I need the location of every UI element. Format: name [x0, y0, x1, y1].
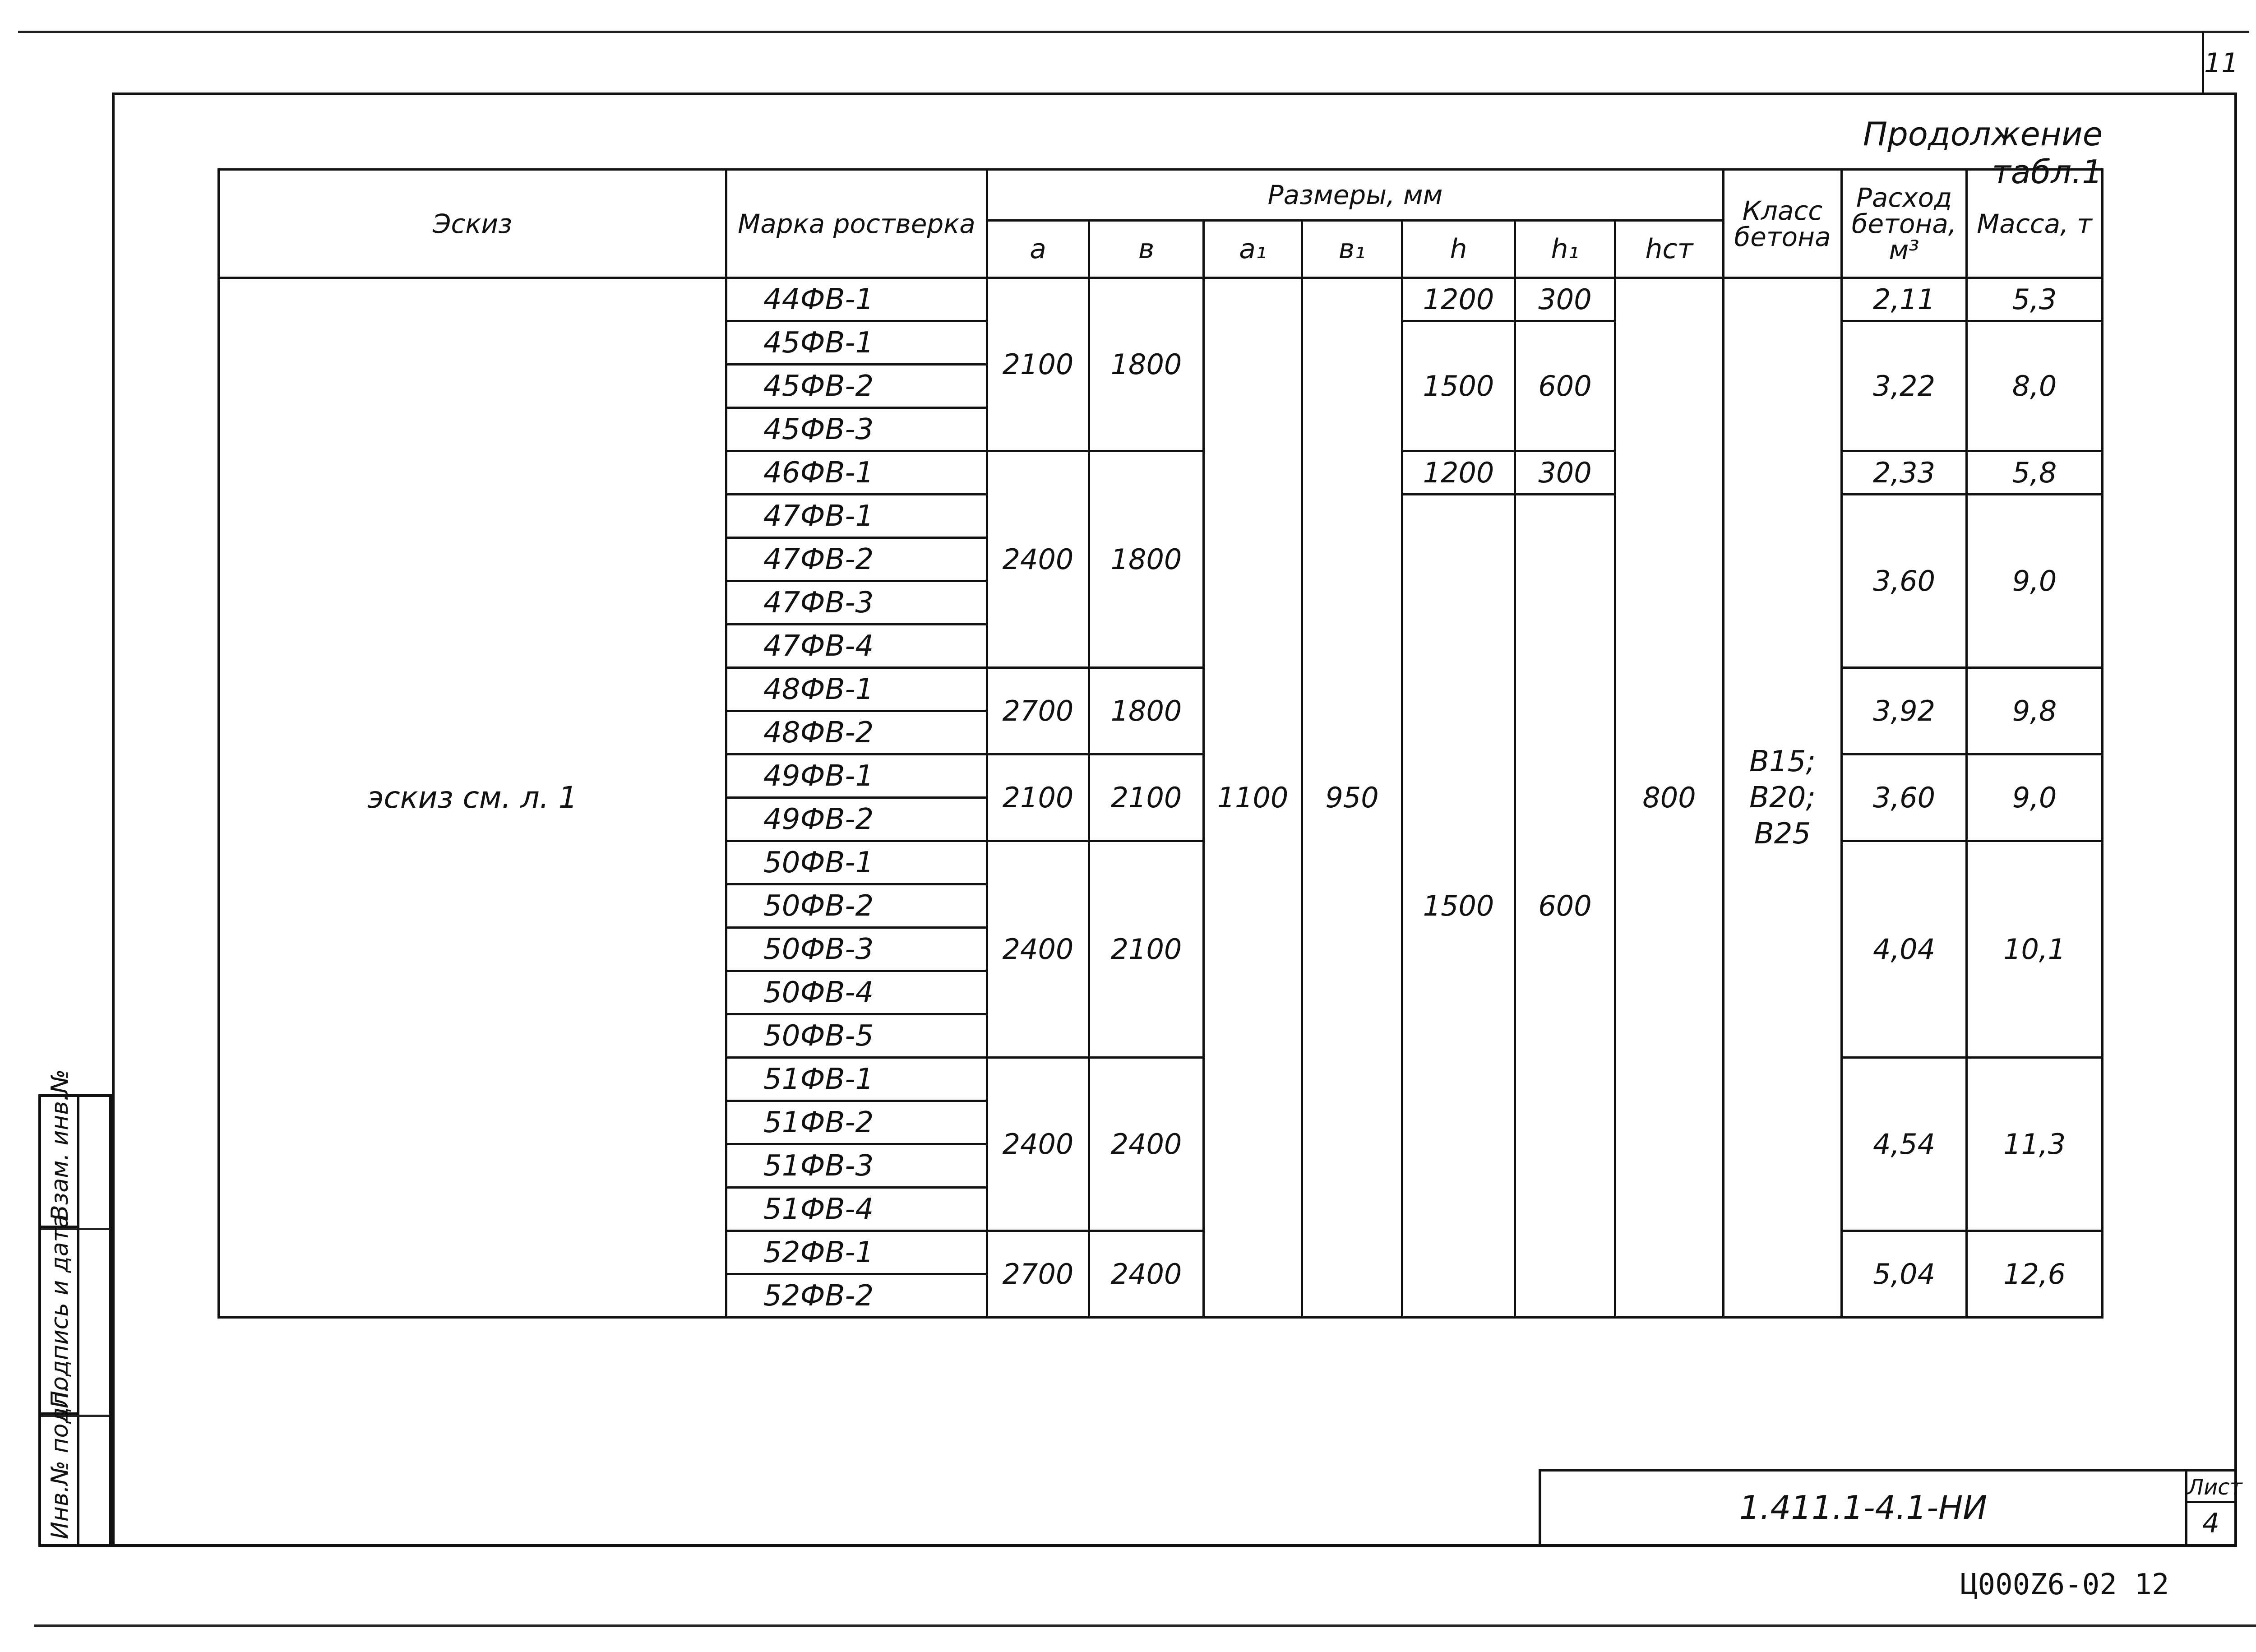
concrete-use-cell: 2,11 — [1842, 278, 1967, 321]
concrete-use-cell: 4,04 — [1842, 841, 1967, 1058]
mass-cell: 5,3 — [1967, 278, 2103, 321]
header-dimensions: Размеры, мм — [987, 170, 1724, 221]
mass-cell: 11,3 — [1967, 1058, 2103, 1231]
a-cell: 2400 — [987, 451, 1089, 668]
b-cell: 2400 — [1089, 1058, 1204, 1231]
b-cell: 2100 — [1089, 841, 1204, 1058]
header-concrete-class: Класс бетона — [1724, 170, 1842, 278]
bottom-rule — [34, 1624, 2256, 1627]
b-cell: 2100 — [1089, 754, 1204, 841]
concrete-use-cell: 3,60 — [1842, 754, 1967, 841]
header-a: а — [987, 221, 1089, 278]
sheet-label: Лист — [2187, 1472, 2234, 1503]
mass-cell: 9,8 — [1967, 668, 2103, 754]
table-caption: Продолжение табл.1 — [1863, 115, 2103, 191]
sheet-number: 4 — [2202, 1508, 2220, 1539]
a-cell: 2100 — [987, 754, 1089, 841]
side-label-sign-date: Подпись и дата — [46, 1214, 74, 1408]
mark-cell: 51ФВ-3 — [726, 1144, 987, 1188]
h1-cell: 300 — [1515, 451, 1615, 495]
mark-cell: 47ФВ-3 — [726, 581, 987, 625]
a-cell: 2700 — [987, 1231, 1089, 1318]
mark-cell: 46ФВ-1 — [726, 451, 987, 495]
sheet-corner-number: 11 — [2202, 32, 2237, 95]
top-rule — [18, 31, 2249, 33]
h-cell: 1500 — [1402, 321, 1515, 451]
mark-cell: 45ФВ-1 — [726, 321, 987, 365]
side-label-inv-orig: Инв.№ подл. — [46, 1384, 74, 1539]
side-label-replace-inv: Взам. инв.№ — [46, 1069, 74, 1221]
header-hst: hст — [1615, 221, 1724, 278]
mark-cell: 50ФВ-3 — [726, 928, 987, 971]
mass-cell: 10,1 — [1967, 841, 2103, 1058]
header-concrete-use: Расход бетона, м³ — [1842, 170, 1967, 278]
mark-cell: 51ФВ-1 — [726, 1058, 987, 1101]
mark-cell: 50ФВ-1 — [726, 841, 987, 884]
concrete-use-cell: 2,33 — [1842, 451, 1967, 495]
h-cell: 1200 — [1402, 278, 1515, 321]
header-h: h — [1402, 221, 1515, 278]
concrete-class-b15: В15; — [1749, 745, 1816, 778]
header-b: в — [1089, 221, 1204, 278]
hst-cell: 800 — [1615, 278, 1724, 1318]
b1-cell: 950 — [1302, 278, 1402, 1318]
b-cell: 1800 — [1089, 668, 1204, 754]
mark-cell: 49ФВ-2 — [726, 798, 987, 841]
mark-cell: 47ФВ-4 — [726, 625, 987, 668]
header-sketch: Эскиз — [219, 170, 726, 278]
mark-cell: 52ФВ-2 — [726, 1274, 987, 1318]
header-mass: Масса, т — [1967, 170, 2103, 278]
mark-cell: 52ФВ-1 — [726, 1231, 987, 1274]
header-b1: в₁ — [1302, 221, 1402, 278]
b-cell: 2400 — [1089, 1231, 1204, 1318]
h-cell: 1500 — [1402, 495, 1515, 1318]
mark-cell: 49ФВ-1 — [726, 754, 987, 798]
specification-table — [217, 168, 2103, 1319]
side-stamp — [38, 1069, 112, 1547]
mark-cell: 50ФВ-4 — [726, 971, 987, 1014]
b-cell: 1800 — [1089, 278, 1204, 451]
header-a1: а₁ — [1204, 221, 1302, 278]
h1-cell: 600 — [1515, 321, 1615, 451]
a-cell: 2400 — [987, 1058, 1089, 1231]
h1-cell: 600 — [1515, 495, 1615, 1318]
a-cell: 2700 — [987, 668, 1089, 754]
mass-cell: 8,0 — [1967, 321, 2103, 451]
mark-cell: 45ФВ-2 — [726, 365, 987, 408]
concrete-class-b25: В25 — [1754, 817, 1811, 851]
concrete-use-cell: 3,60 — [1842, 495, 1967, 668]
mark-cell: 47ФВ-2 — [726, 538, 987, 581]
a-cell: 2100 — [987, 278, 1089, 451]
a-cell: 2400 — [987, 841, 1089, 1058]
mark-cell: 50ФВ-5 — [726, 1014, 987, 1058]
mark-cell: 47ФВ-1 — [726, 495, 987, 538]
mark-cell: 51ФВ-4 — [726, 1188, 987, 1231]
document-code: 1.411.1-4.1-НИ — [1541, 1472, 2187, 1544]
concrete-use-cell: 4,54 — [1842, 1058, 1967, 1231]
archive-code: Ц000Z6-02 12 — [1960, 1568, 2169, 1601]
concrete-use-cell: 3,22 — [1842, 321, 1967, 451]
h1-cell: 300 — [1515, 278, 1615, 321]
mass-cell: 9,0 — [1967, 495, 2103, 668]
mass-cell: 12,6 — [1967, 1231, 2103, 1318]
concrete-use-cell: 3,92 — [1842, 668, 1967, 754]
mark-cell: 45ФВ-3 — [726, 408, 987, 451]
mass-cell: 9,0 — [1967, 754, 2103, 841]
concrete-use-cell: 5,04 — [1842, 1231, 1967, 1318]
mark-cell: 44ФВ-1 — [726, 278, 987, 321]
concrete-class-b20: В20; — [1749, 781, 1816, 814]
mark-cell: 50ФВ-2 — [726, 884, 987, 928]
header-h1: h₁ — [1515, 221, 1615, 278]
a1-cell: 1100 — [1204, 278, 1302, 1318]
mass-cell: 5,8 — [1967, 451, 2103, 495]
mark-cell: 48ФВ-2 — [726, 711, 987, 754]
mark-cell: 48ФВ-1 — [726, 668, 987, 711]
title-block — [1539, 1469, 2242, 1547]
h-cell: 1200 — [1402, 451, 1515, 495]
header-mark: Марка ростверка — [726, 170, 987, 278]
concrete-class-cell — [1724, 278, 1842, 1318]
mark-cell: 51ФВ-2 — [726, 1101, 987, 1144]
sketch-note: эскиз см. л. 1 — [219, 278, 726, 1318]
b-cell: 1800 — [1089, 451, 1204, 668]
